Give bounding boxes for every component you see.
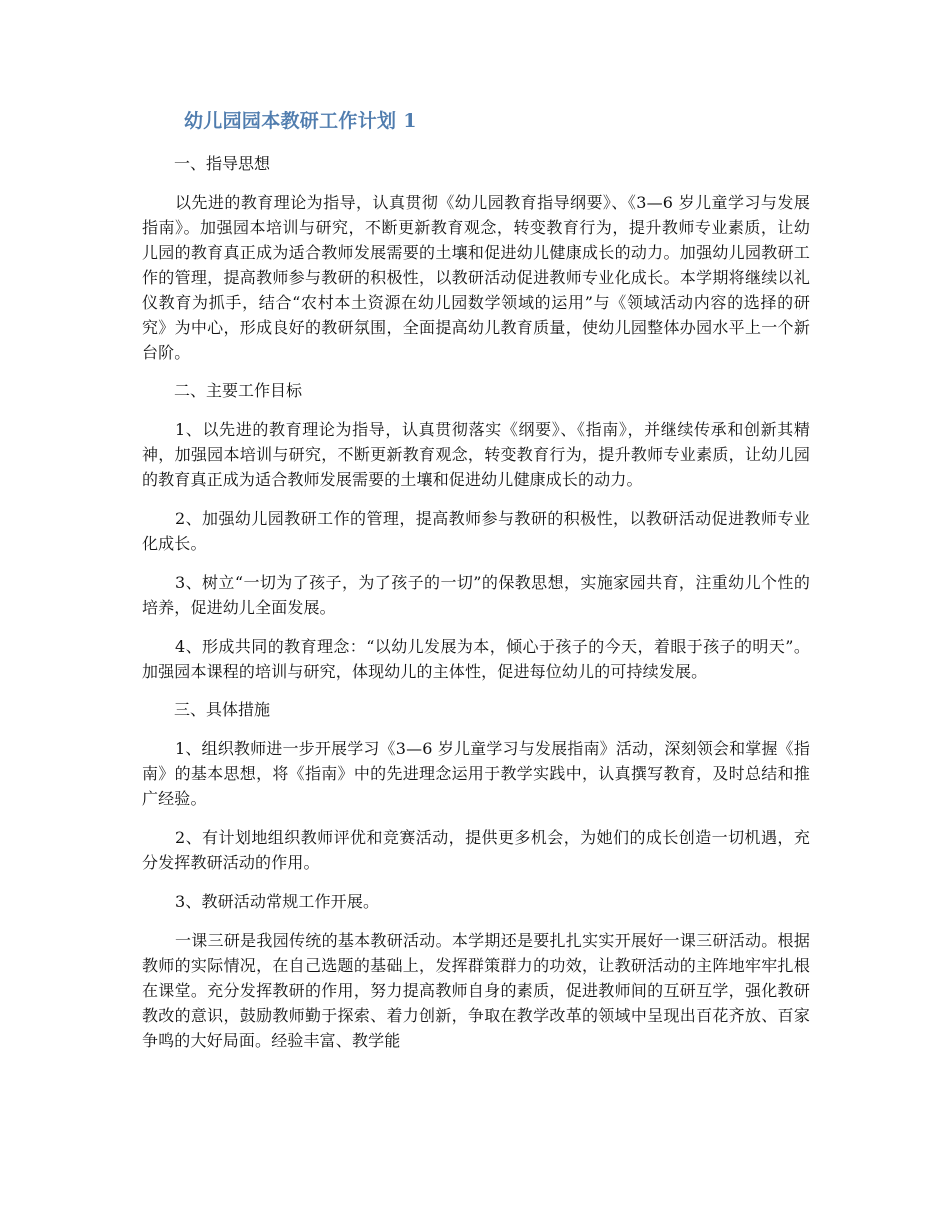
paragraph-measure-2: 2、有计划地组织教师评优和竞赛活动，提供更多机会，为她们的成长创造一切机遇，充分发挥教研活动的作用。 — [142, 828, 810, 872]
paragraph-goal-4: 4、形成共同的教育理念：“以幼儿发展为本，倾心于孩子的今天，着眼于孩子的明天”。加强园本课程的培训与研究，体现幼儿的主体性，促进每位幼儿的可持续发展。 — [142, 637, 810, 681]
document-page — [142, 104, 810, 1053]
paragraph-research-activities: 一课三研是我园传统的基本教研活动。本学期还是要扎扎实实开展好一课三研活动。根据教师的实际情况，在自己选题的基础上，发挥群策群力的功效，让教研活动的主阵地牢牢扎根在课堂。充分发挥教研的作用，努力提高教师自身的素质，促进教师间的互研互学，强化教研教改的意识，鼓励教师勤于探索、着力创新，争取在教学改革的领域中呈现出百花齐放、百家争鸣的大好局面。经验丰富、教学能 — [142, 931, 810, 1050]
section-heading-main-goals: 二、主要工作目标 — [174, 381, 303, 400]
paragraph-measure-3: 3、教研活动常规工作开展。 — [175, 892, 380, 911]
section-heading-guiding-ideology: 一、指导思想 — [174, 154, 271, 173]
paragraph-goal-3: 3、树立“一切为了孩子，为了孩子的一切”的保教思想，实施家园共育，注重幼儿个性的培养，促进幼儿全面发展。 — [142, 573, 810, 617]
document-title: 幼儿园园本教研工作计划 1 — [184, 110, 417, 132]
paragraph-measure-1: 1、组织教师进一步开展学习《3—6 岁儿童学习与发展指南》活动，深刻领会和掌握《指南》的基本思想，将《指南》中的先进理念运用于教学实践中，认真撰写教育，及时总结和推广经验。 — [142, 739, 810, 808]
section-heading-specific-measures: 三、具体措施 — [174, 700, 271, 719]
paragraph-guiding-ideology: 以先进的教育理论为指导，认真贯彻《幼儿园教育指导纲要》、《3—6 岁儿童学习与发展指南》。加强园本培训与研究，不断更新教育观念，转变教育行为，提升教师专业素质，让幼儿园的教育真正成为适合教师发展需要的土壤和促进幼儿健康成长的动力。加强幼儿园教研工作的管理，提高教师参与教研的积极性，以教研活动促进教师专业化成长。本学期将继续以礼仪教育为抓手，结合“农村本土资源在幼儿园数学领域的运用”与《领域活动内容的选择的研究》为中心，形成良好的教研氛围，全面提高幼儿教育质量，使幼儿园整体办园水平上一个新台阶。 — [142, 193, 810, 362]
paragraph-goal-2: 2、加强幼儿园教研工作的管理，提高教师参与教研的积极性，以教研活动促进教师专业化成长。 — [142, 509, 810, 553]
paragraph-goal-1: 1、以先进的教育理论为指导，认真贯彻落实《纲要》、《指南》，并继续传承和创新其精神，加强园本培训与研究，不断更新教育观念，转变教育行为，提升教师专业素质，让幼儿园的教育真正成为适合教师发展需要的土壤和促进幼儿健康成长的动力。 — [142, 420, 810, 489]
